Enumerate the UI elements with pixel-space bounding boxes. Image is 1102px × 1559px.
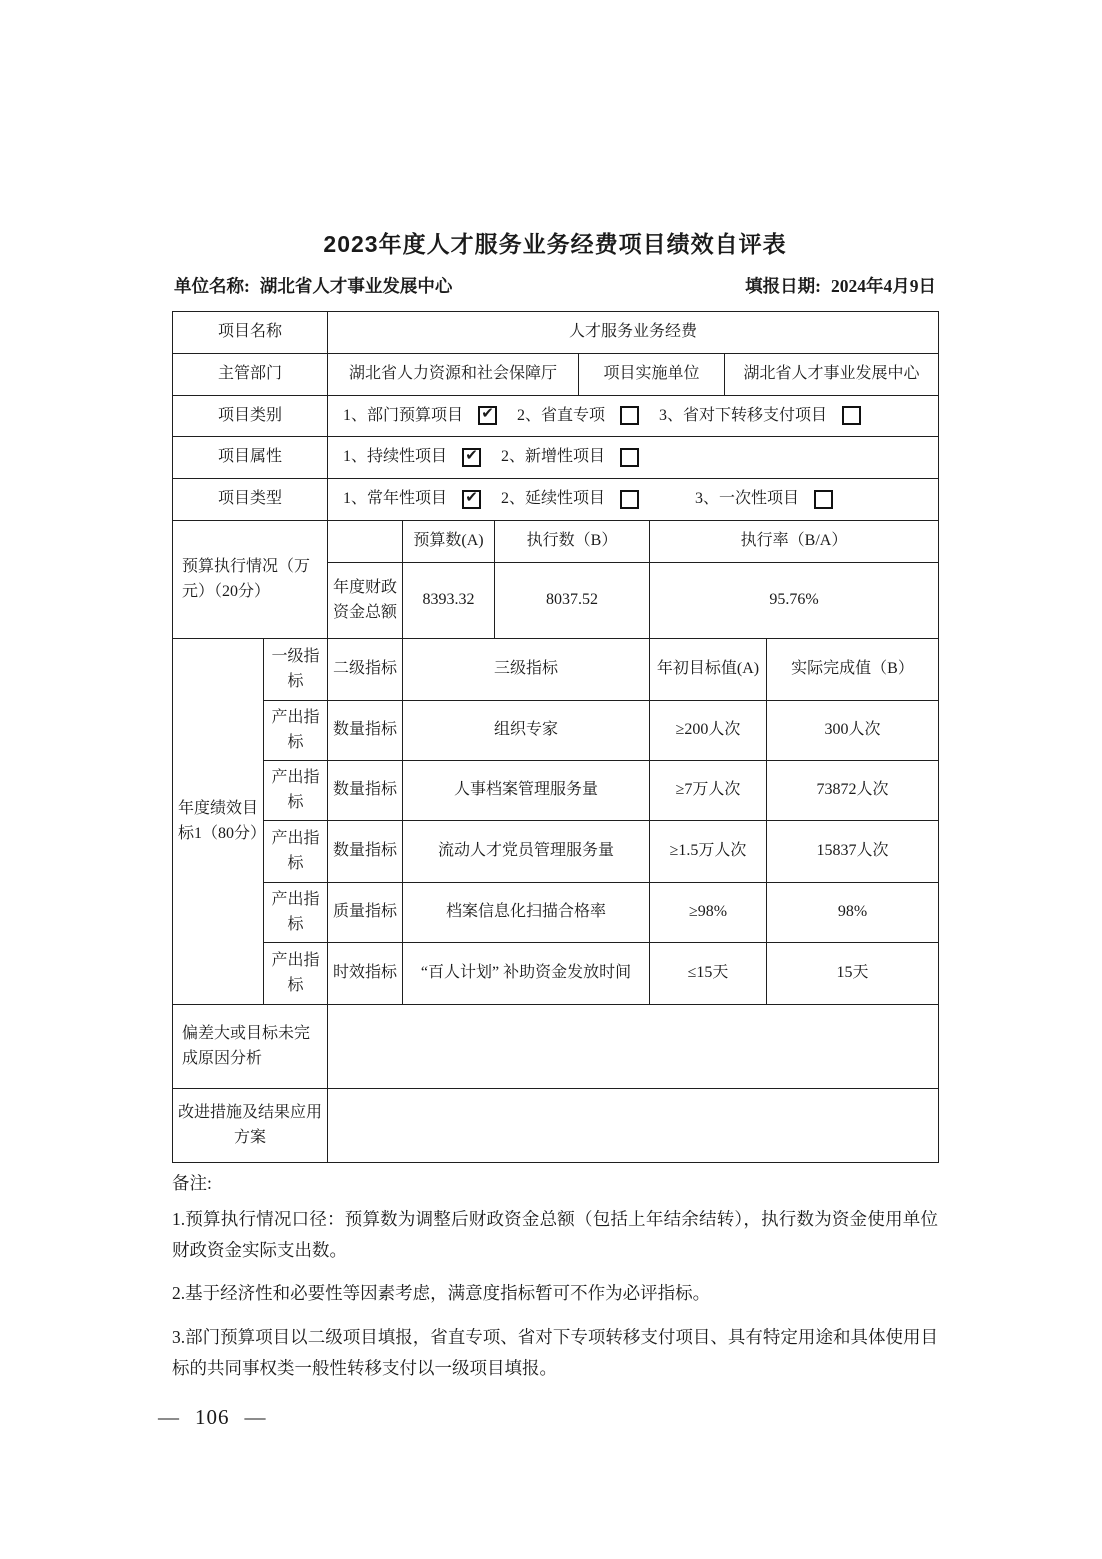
indicator-l3-cell: 人事档案管理服务量: [403, 761, 650, 821]
type-option-1: [343, 487, 481, 512]
attribute-option-1: [343, 445, 481, 470]
option-label: 1、常年性项目: [343, 490, 448, 508]
indicator-l3-cell: 组织专家: [403, 701, 650, 761]
improvement-row: [173, 1089, 939, 1163]
note-item-2: 2.基于经济性和必要性等因素考虑，满意度指标暂可不作为必评指标。: [172, 1283, 711, 1304]
category-label-cell: 项目类别: [173, 396, 328, 437]
indicator-target-cell: ≥98%: [650, 883, 767, 943]
option-label: 1、部门预算项目: [343, 406, 464, 424]
budget-row-label-cell: 年度财政资金总额: [328, 563, 403, 639]
indicator-row: [173, 701, 939, 761]
indicator-l2-cell: 数量指标: [328, 761, 403, 821]
info-line: [174, 273, 936, 298]
performance-section-label-cell: 年度绩效目标1（80分）: [173, 639, 264, 1005]
option-label: 2、延续性项目: [501, 490, 606, 508]
deviation-row: [173, 1005, 939, 1089]
deviation-label-cell: 偏差大或目标未完成原因分析: [173, 1005, 328, 1089]
budget-value-b-cell: 8037.52: [495, 563, 650, 639]
indicator-target-cell: ≥1.5万人次: [650, 821, 767, 883]
unit-name-label: 单位名称:: [174, 276, 250, 296]
improvement-value-cell: [328, 1089, 939, 1163]
report-date: [745, 273, 936, 298]
indicator-l2-cell: 时效指标: [328, 943, 403, 1005]
option-label: 2、新增性项目: [501, 448, 606, 466]
project-name-value-cell: 人才服务业务经费: [328, 312, 939, 354]
option-label: 1、持续性项目: [343, 448, 448, 466]
attribute-options-cell: [328, 437, 939, 479]
page-title: 2023年度人才服务业务经费项目绩效自评表: [323, 231, 787, 257]
notes-heading: 备注:: [172, 1173, 212, 1193]
category-options-cell: [328, 396, 939, 437]
indicator-row: [173, 883, 939, 943]
indicator-l1-cell: 产出指标: [264, 943, 328, 1005]
supervisor-row: [173, 354, 939, 396]
document-content: [172, 226, 938, 1396]
budget-header-row: [173, 521, 939, 563]
budget-col-rate-header: 执行率（B/A）: [650, 521, 939, 563]
checkbox-unchecked-icon: [620, 490, 639, 509]
indicator-l3-header: 三级指标: [403, 639, 650, 701]
indicator-l2-cell: 数量指标: [328, 821, 403, 883]
checkbox-unchecked-icon: [814, 490, 833, 509]
checkbox-unchecked-icon: [620, 406, 639, 425]
supervisor-label-cell: 主管部门: [173, 354, 328, 396]
indicator-l3-cell: 档案信息化扫描合格率: [403, 883, 650, 943]
indicator-target-header: 年初目标值(A): [650, 639, 767, 701]
attribute-label-cell: 项目属性: [173, 437, 328, 479]
project-name-label-cell: 项目名称: [173, 312, 328, 354]
option-label: 3、省对下转移支付项目: [659, 406, 828, 424]
indicator-l1-cell: 产出指标: [264, 883, 328, 943]
indicator-l1-cell: 产出指标: [264, 821, 328, 883]
category-option-1: [343, 404, 497, 429]
option-label: 3、一次性项目: [695, 490, 800, 508]
type-label-cell: 项目类型: [173, 479, 328, 521]
supervisor-value-cell: 湖北省人力资源和社会保障厅: [328, 354, 579, 396]
indicator-actual-cell: 73872人次: [767, 761, 939, 821]
indicator-l2-cell: 数量指标: [328, 701, 403, 761]
category-option-2: [517, 404, 639, 429]
indicator-actual-cell: 15837人次: [767, 821, 939, 883]
indicator-target-cell: ≤15天: [650, 943, 767, 1005]
type-option-3: [695, 487, 833, 512]
option-label: 2、省直专项: [517, 406, 606, 424]
indicator-header-row: [173, 639, 939, 701]
budget-section-label-cell: 预算执行情况（万元）（20分）: [173, 521, 328, 639]
self-evaluation-table: [172, 311, 939, 1163]
type-options-cell: [328, 479, 939, 521]
indicator-target-cell: ≥7万人次: [650, 761, 767, 821]
implement-unit-label-cell: 项目实施单位: [579, 354, 725, 396]
budget-value-a-cell: 8393.32: [403, 563, 495, 639]
report-date-label: 填报日期:: [745, 276, 821, 296]
notes-section: [172, 1170, 938, 1383]
indicator-row: [173, 821, 939, 883]
page-footer: [158, 1405, 267, 1430]
budget-col-b-header: 执行数（B）: [495, 521, 650, 563]
indicator-actual-cell: 15天: [767, 943, 939, 1005]
unit-name: [174, 273, 452, 298]
indicator-l1-cell: 产出指标: [264, 761, 328, 821]
note-item-3: 3.部门预算项目以二级项目填报，省直专项、省对下专项转移支付项目、具有特定用途和具体使用目标的共同事权类一般性转移支付以一级项目填报。: [172, 1326, 938, 1378]
checkbox-checked-icon: ✔: [462, 490, 481, 509]
deviation-value-cell: [328, 1005, 939, 1089]
report-date-value: 2024年4月9日: [831, 276, 936, 296]
checkbox-checked-icon: ✔: [478, 406, 497, 425]
footer-dash-right: —: [244, 1405, 267, 1429]
improvement-label-cell: 改进措施及结果应用方案: [173, 1089, 328, 1163]
checkbox-unchecked-icon: [620, 448, 639, 467]
indicator-actual-header: 实际完成值（B）: [767, 639, 939, 701]
type-row: [173, 479, 939, 521]
category-option-3: [659, 404, 861, 429]
page-number: 106: [195, 1405, 230, 1429]
indicator-l2-header: 二级指标: [328, 639, 403, 701]
indicator-l3-cell: 流动人才党员管理服务量: [403, 821, 650, 883]
indicator-actual-cell: 98%: [767, 883, 939, 943]
attribute-row: [173, 437, 939, 479]
indicator-row: [173, 943, 939, 1005]
checkbox-unchecked-icon: [842, 406, 861, 425]
note-item-1: 1.预算执行情况口径：预算数为调整后财政资金总额（包括上年结余结转），执行数为资金使用单位财政资金实际支出数。: [172, 1209, 938, 1260]
indicator-actual-cell: 300人次: [767, 701, 939, 761]
budget-empty-cell: [328, 521, 403, 563]
category-row: [173, 396, 939, 437]
attribute-option-2: [501, 445, 639, 470]
checkbox-checked-icon: ✔: [462, 448, 481, 467]
indicator-row: [173, 761, 939, 821]
footer-dash-left: —: [158, 1405, 180, 1429]
budget-value-rate-cell: 95.76%: [650, 563, 939, 639]
budget-col-a-header: 预算数(A): [403, 521, 495, 563]
type-option-2: [501, 487, 639, 512]
indicator-l1-header: 一级指标: [264, 639, 328, 701]
implement-unit-value-cell: 湖北省人才事业发展中心: [725, 354, 939, 396]
indicator-l2-cell: 质量指标: [328, 883, 403, 943]
indicator-target-cell: ≥200人次: [650, 701, 767, 761]
indicator-l3-cell: “百人计划” 补助资金发放时间: [403, 943, 650, 1005]
project-name-row: [173, 312, 939, 354]
indicator-l1-cell: 产出指标: [264, 701, 328, 761]
unit-name-value: 湖北省人才事业发展中心: [259, 276, 453, 296]
